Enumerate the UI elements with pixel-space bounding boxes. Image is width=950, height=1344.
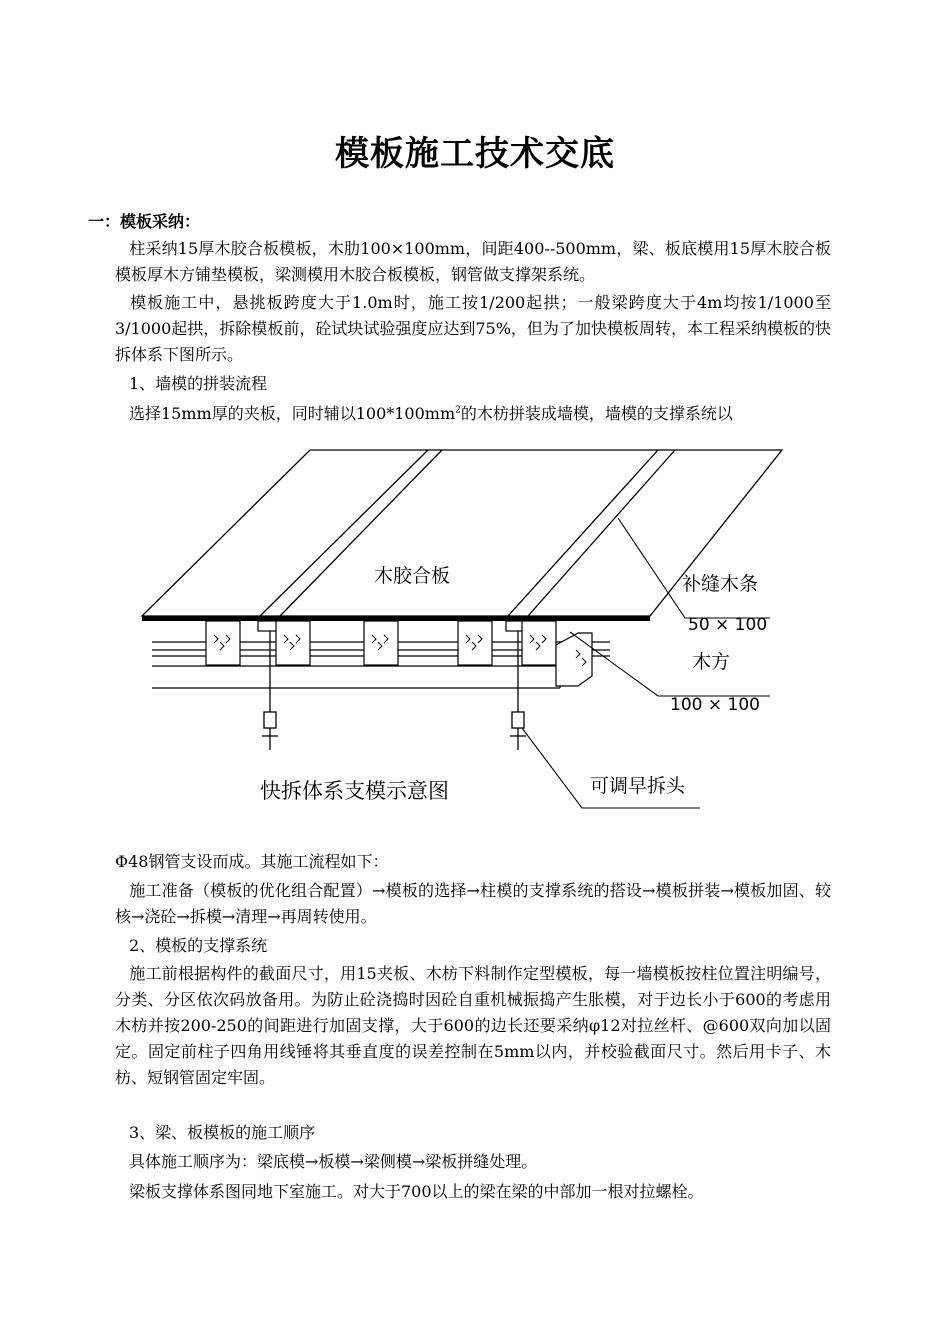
item-heading-1-text: 1、墙模的拼装流程 (129, 374, 268, 393)
page-title: 模板施工技术交底 (335, 134, 615, 174)
paragraph-4 (115, 849, 831, 875)
filler-leader-line (618, 518, 770, 618)
item-heading-1 (115, 371, 831, 397)
paragraph-6 (115, 961, 831, 1091)
paragraph-2-text: 模板施工中，悬挑板跨度大于1.0m时，施工按1/200起拱；一般梁跨度大于4m均按1/1000至3/1000起拱，拆除模板前，砼试块试验强度应达到75%，但为了加快模板周转，本工程采纳模板的快拆体系下图所示。 (115, 293, 831, 364)
prop-nut (512, 712, 524, 728)
label-timber: 木方 (692, 651, 731, 673)
label-adjustable-head: 可调早拆头 (590, 775, 686, 797)
quick-release-formwork-diagram (130, 440, 810, 820)
paragraph-1-text: 柱采纳15厚木胶合板模板，木肋100×100mm，间距400--500mm，梁、板底模用15厚木胶合板模板厚木方铺垫模板，梁测模用木胶合板模板，钢管做支撑架系统。 (115, 239, 831, 284)
paragraph-7 (115, 1149, 831, 1175)
paragraph-3-tail: 的木枋拼装成墙模，墙模的支撑系统以 (460, 404, 733, 423)
item-heading-3 (115, 1120, 831, 1146)
plywood-edge (142, 616, 650, 621)
paragraph-8 (115, 1179, 831, 1205)
label-filler: 补缝木条 (682, 573, 759, 595)
timber-joist-end (556, 633, 592, 686)
item-heading-3-text: 3、梁、板模板的施工顺序 (129, 1123, 316, 1142)
superscript-2: 2 (455, 405, 461, 416)
paragraph-5-text: 施工准备（模板的优化组合配置）→模板的选择→柱模的支撑系统的搭设→模板拼装→模板加固、较核→浇砼→拆模→清理→再周转使用。 (115, 881, 831, 926)
filler-strip-edge (508, 450, 658, 616)
paragraph-4-text: Φ48钢管支设而成。其施工流程如下： (115, 852, 389, 871)
paragraph-3-text: 选择15mm厚的夹板，同时辅以100*100mm (129, 404, 456, 423)
label-filler-size: 50 × 100 (688, 615, 768, 635)
paragraph-1 (115, 236, 831, 288)
item-heading-2-text: 2、模板的支撑系统 (129, 936, 268, 955)
timber-joist (522, 621, 556, 665)
paragraph-8-text: 梁板支撑体系图同地下室施工。对大于700以上的梁在梁的中部加一根对拉螺栓。 (129, 1182, 704, 1201)
item-heading-2 (115, 933, 831, 959)
paragraph-7-text: 具体施工顺序为：梁底模→板模→梁侧模→梁板拼缝处理。 (129, 1152, 538, 1171)
paragraph-6-text: 施工前根据构件的截面尺寸，用15夹板、木枋下料制作定型模板，每一墙模板按柱位置注明编号，分类、分区依次码放备用。为防止砼浇捣时因砼自重机械振捣产生胀模，对于边长小于600的考虑用木枋并按200-250的间距进行加固支撑，大于600的边长还要采纳φ12对拉丝杆、@600双向加以固定。固定前柱子四角用线锤将其垂直度的误差控制在5mm以内，并校验截面尺寸。然后用卡子、木枋、短钢管固定牢固。 (115, 964, 831, 1087)
paragraph-5 (115, 878, 831, 930)
timber-joist (364, 621, 398, 665)
paragraph-2 (115, 290, 831, 368)
label-plywood: 木胶合板 (373, 565, 451, 587)
paragraph-3 (115, 401, 831, 427)
section-heading: 一：模板采纳： (88, 212, 201, 231)
filler-strip-edge (528, 450, 675, 616)
label-timber-size: 100 × 100 (670, 695, 760, 715)
timber-joist (458, 621, 492, 665)
prop-nut (264, 712, 276, 728)
timber-joist (206, 621, 240, 665)
diagram-caption: 快拆体系支模示意图 (260, 779, 449, 803)
filler-strip-edge (280, 450, 442, 616)
timber-joist (276, 621, 310, 665)
